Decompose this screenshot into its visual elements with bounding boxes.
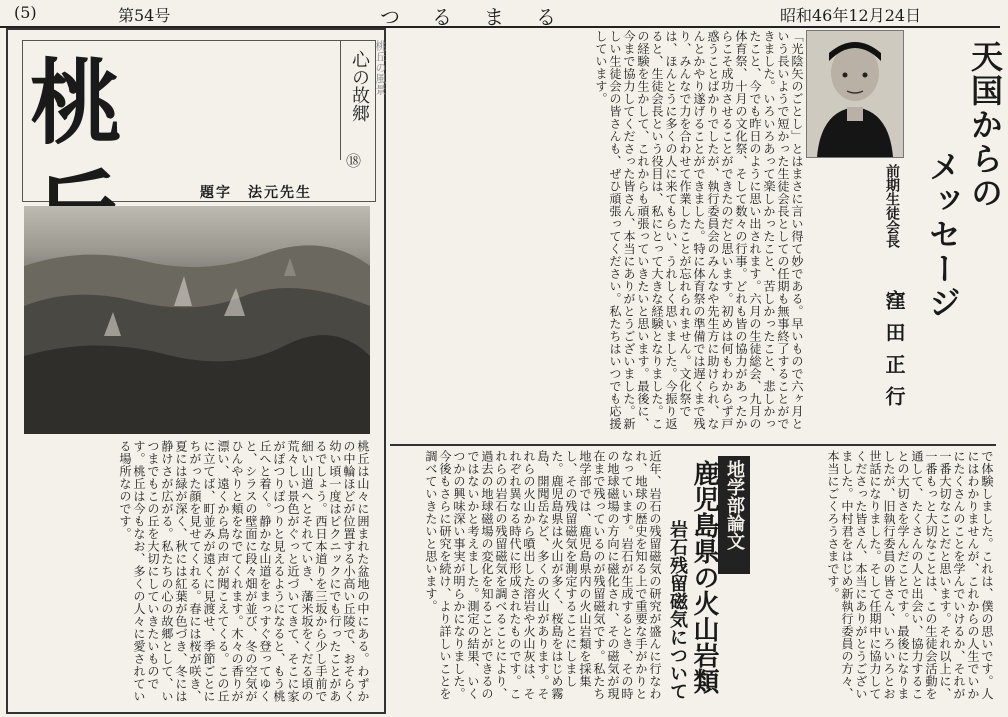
message-author-role: 前期生徒会長	[884, 164, 900, 248]
landscape-photo-art	[24, 206, 370, 434]
kokoro-title-art: 桃	[30, 49, 203, 157]
message-body-text: 「光陰矢のごとし」とはまさに言い得て妙である。早いもので六ヶ月という長いようで短かった生徒会長としての任期も無事終了することができました。いろいろあって楽しかったこと、苦しかったこと、悲しかったこと、今でも昨日のように思い出されます。六月の生徒総会、九月の体育祭、十月の文化祭、そして数々の行事。どれも皆の協力があったからこそ成功させることができたのだと思います。初めは何もわからず戸惑うことばかりでしたが、執行委員会のみんなや先生方に助けられ、なんとかやり遂げることができました。特に体育祭の準備では遅くまで残り、みんなで力を合わせて作業したことが忘れられません。文化祭では、ほんとうに多くの人に来てもらい、うれしく思いました。今振り返ると、生徒会長という役目は、私にとって大きな経験となりました。この経験を生かして、これからも頑張っていきたいと思います。最後に、今まで協力してくださった皆さん、本当にありがとうございました。新しい生徒会の皆さんも、ぜひ頑張ってください。私たちはいつでも応援しています。	[594, 30, 804, 430]
issue-number: 第54号	[118, 6, 171, 25]
kokoro-series-label: 心の故郷	[349, 50, 370, 122]
kagoshima-title: 鹿児島県の火山岩類	[689, 460, 719, 694]
message-title-line2: メッセージ	[924, 150, 962, 320]
kokoro-side-text: 桃丘の風景	[374, 40, 387, 95]
section-divider	[390, 444, 996, 446]
kagoshima-subtitle: 岩石残留磁気について	[667, 520, 688, 700]
kagoshima-series-label: 地学部論文	[718, 456, 750, 574]
message-title-line1: 天国からの	[966, 40, 1004, 210]
message-author-name: 窪田正行	[882, 290, 906, 418]
page-number: (5)	[14, 3, 37, 22]
landscape-photo	[24, 206, 370, 434]
kagoshima-body-left: 近年、岩石の残留磁気の研究が盛んに行なわれ、地球の歴史を知る上で重要な手がかりとなっています。岩石が生成するとき、その時の地球磁場の方向に磁化され、その磁気が現在まで残っているのが残留磁気です。私たち地学部では、鹿児島県内の火山岩類を採集し、その残留磁気を測定することにしました。鹿児島県は火山が多く、桜島をはじめ霧島、開聞岳など、多くの火山があります。それらの火山から噴出した溶岩や火山灰は、それぞれ異なる時代に形成されたものです。これらの岩石の残留磁気を調べることにより、過去の地球磁場の変化を知ることができるのではないかと考えました。測定の結果、いくつかの興味深い事実が明らかになりました。今後もさらに研究を続け、より詳しいことを調べていきたいと思います。	[424, 450, 662, 700]
kokoro-body-text: 桃丘は山々に囲まれた盆地の中にある。わずかの中輪ほどが位置する小高い丘陵で、おそらく幼い頃一度はピクニックにでも行ったことがあるでしょう。西日本道りを三坂から少し手前で細い山道へとそれていき、藩米坂をくだる頃の荒々しい景色がぐっと近づいてきて、そこに家がぽつりぽつりと見えるようになると、もう桃丘へと着く。静かな山道をまっすぐ登ってゆくと、シラスの壁面に段々畑が並び、冬の空気がひんやりと頬をなでてくれます。木々の香りが漂い、遠くから鳥の声が聞こえてくる。この丘に立てば、町並みが遠くに見渡せ、季節ごとにちがった顔を見せてくれる。春には桜が咲き、夏には緑が深く、秋には紅葉が色づき、冬には静けさが広がる。私たちの心の故郷として、いつまでもこの丘を大切にしていきたいものです。桃丘は今もなお、多くの人々に愛されている場所なのです。	[118, 440, 370, 703]
calligraphy-credit: 題字 法元先生	[200, 185, 312, 201]
newspaper-header	[0, 0, 1000, 28]
right-strip-text: で体験しました。これは、僕の思いです。人にはわかりませんが、これからの人生でいかにたくさんのことを学んでいけるか、それが一番大切なことだと思います。それ以上に、一番もっと大切なことは、この生徒会活動を通して、たくさんの人と出会い、協力することの大切さを学んだことです。最後になりましたが、旧執行委員の皆さん、いろいろとお世話になりました。そして任期中に協力してくださった皆さん、本当にありがとうございました。中村君をはじめ新執行委員の方々、本当にごくろうさまです。	[826, 450, 994, 700]
author-portrait-art	[807, 31, 903, 157]
paper-name: つ る ま る	[380, 5, 562, 29]
issue-date: 昭和46年12月24日	[780, 6, 922, 25]
kokoro-series-number: ⑱	[346, 152, 362, 170]
author-photo	[806, 30, 904, 158]
